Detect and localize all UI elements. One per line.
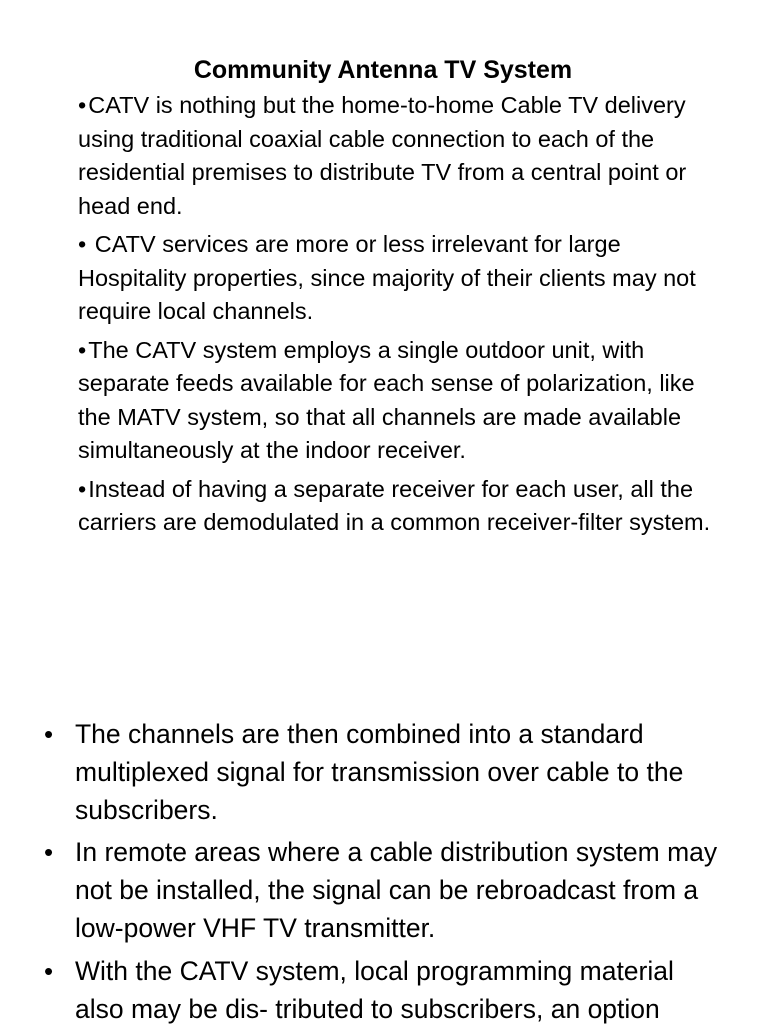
paragraph-text: CATV is nothing but the home-to-home Cable TV delivery using traditional coaxial cable connection to each of the residential premises to distribute TV from a central point or head end. <box>78 92 687 219</box>
bullet-icon: • <box>44 719 54 749</box>
paragraph-text: The CATV system employs a single outdoor unit, with separate feeds available for each sense of polarization, like the MATV system, so that all channels are made available simultaneously at the indoor receiver. <box>78 336 695 463</box>
slide-title: Community Antenna TV System <box>193 56 573 84</box>
bullet-icon: • <box>78 475 87 502</box>
paragraph-catv-receiver <box>78 473 718 540</box>
paragraph-catv-definition <box>78 89 718 223</box>
list-item <box>0 716 768 829</box>
paragraph-text: CATV services are more or less irrelevant for large Hospitality properties, since majority of their clients may not require local channels. <box>78 231 696 324</box>
paragraph-catv-hospitality <box>78 228 718 329</box>
bullet-icon: • <box>44 837 54 868</box>
paragraph-text: Instead of having a separate receiver for each user, all the carriers are demodulated in a common receiver-filter system. <box>78 475 711 535</box>
paragraph-list <box>78 89 718 545</box>
list-item <box>0 953 768 1024</box>
bullet-icon: • <box>78 336 87 363</box>
list-item-text: With the CATV system, local programming material also may be dis- tributed to subscribers, an option <box>75 955 674 1024</box>
paragraph-catv-outdoor-unit <box>78 334 718 468</box>
list-item-text: The channels are then combined into a standard multiplexed signal for transmission over cable to the subscribers. <box>75 719 684 825</box>
bullet-icon: • <box>44 955 54 986</box>
list-item-text: In remote areas where a cable distribution system may not be installed, the signal can be rebroadcast from a low-power VHF TV transmitter. <box>75 837 718 943</box>
bullet-icon: • <box>78 231 93 257</box>
slide-bottom <box>0 712 768 1024</box>
bullet-icon: • <box>78 92 87 118</box>
bullet-list <box>0 716 768 1024</box>
list-item <box>0 834 768 947</box>
